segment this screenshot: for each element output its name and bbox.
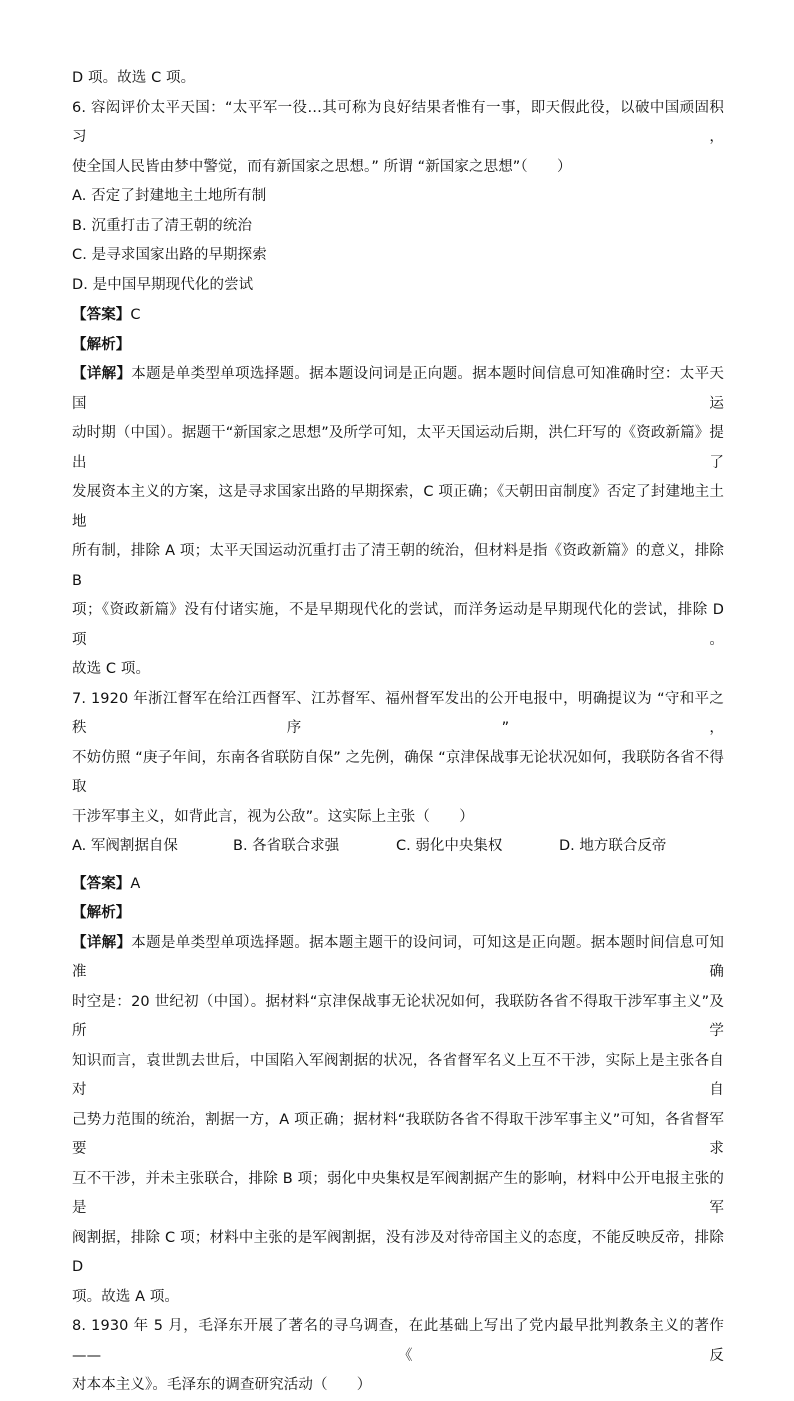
question-6-stem-line1: 6. 容闳评价太平天国：“太平军一役…其可称为良好结果者惟有一事，即天假此役，以破中国顽固积习， — [72, 99, 724, 145]
answer-value: C — [130, 307, 141, 323]
question-8-stem-line2: 对本本主义》。毛泽东的调查研究活动（ ） — [72, 1377, 372, 1393]
question-7-detail-line6: 阀割据，排除 C 项；材料中主张的是军阀割据，没有涉及对待帝国主义的态度，不能反映反帝，排除 D — [72, 1229, 724, 1275]
question-7-option-c: C. 弱化中央集权 — [396, 838, 503, 854]
question-6-stem-line2: 使全国人民皆由梦中警觉，而有新国家之思想。” 所谓 “新国家之思想”（ ） — [72, 158, 572, 175]
question-6-detail-line5: 项；《资政新篇》没有付诸实施，不是早期现代化的尝试，而洋务运动是早期现代化的尝试，排除 D 项。 — [72, 602, 724, 648]
question-7-detail-line4: 己势力范围的统治，割据一方，A 项正确；据材料“我联防各省不得取干涉军事主义”可知，各省督军要求 — [72, 1111, 724, 1157]
question-7-stem-line3: 干涉军事主义，如背此言，视为公敌”。这实际上主张（ ） — [72, 808, 474, 825]
question-7-option-b: B. 各省联合求强 — [233, 838, 340, 854]
question-7-analysis-heading: 【解析】 — [72, 905, 131, 921]
question-6-analysis-heading: 【解析】 — [72, 336, 131, 353]
question-6-detail-line2: 动时期（中国）。据题干“新国家之思想”及所学可知，太平天国运动后期，洪仁玕写的《资政新篇》提出了 — [72, 425, 724, 471]
question-6-option-c: C. 是寻求国家出路的早期探索 — [72, 247, 267, 263]
question-7-detail-line5: 互不干涉，并未主张联合，排除 B 项；弱化中央集权是军阀割据产生的影响，材料中公开电报主张的是军 — [72, 1170, 724, 1216]
detail-tag: 【详解】 — [72, 934, 132, 951]
question-6-answer — [72, 301, 724, 331]
question-6-detail-line3: 发展资本主义的方案，这是寻求国家出路的早期探索，C 项正确；《天朝田亩制度》否定了封建地主土地 — [72, 484, 724, 530]
question-7-detail-line1 — [72, 929, 724, 988]
question-7-detail-line7: 项。故选 A 项。 — [72, 1288, 180, 1305]
question-7-stem-line1: 7. 1920 年浙江督军在给江西督军、江苏督军、福州督军发出的公开电报中，明确提议为 “守和平之秩序”， — [72, 690, 724, 736]
question-7-detail-line3: 知识而言，袁世凯去世后，中国陷入军阀割据的状况，各省督军名义上互不干涉，实际上是主张各自对自 — [72, 1052, 724, 1098]
question-6-detail-line1 — [72, 360, 724, 419]
question-7-detail-line2: 时空是：20 世纪初（中国）。据材料“京津保战事无论状况如何，我联防各省不得取干涉军事主义”及所学 — [72, 993, 724, 1039]
question-6-option-b: B. 沉重打击了清王朝的统治 — [72, 217, 253, 234]
document-page — [72, 64, 724, 1401]
question-8-stem-line1: 8. 1930 年 5 月，毛泽东开展了著名的寻乌调查，在此基础上写出了党内最早批判教条主义的著作——《反 — [72, 1318, 724, 1364]
spacer — [72, 862, 724, 870]
detail-text: 本题是单类型单项选择题。据本题设问词是正向题。据本题时间信息可知准确时空：太平天国运 — [72, 366, 724, 412]
prev-answer-tail: D 项。故选 C 项。 — [72, 70, 196, 86]
detail-text: 本题是单类型单项选择题。据本题主题干的设问词，可知这是正向题。据本题时间信息可知准确 — [72, 934, 724, 980]
answer-tag: 【答案】 — [72, 875, 131, 892]
detail-tag: 【详解】 — [72, 366, 132, 382]
question-7-option-a: A. 军阀割据自保 — [72, 838, 178, 854]
question-6-detail-line6: 故选 C 项。 — [72, 661, 151, 677]
question-6-detail-line4: 所有制，排除 A 项；太平天国运动沉重打击了清王朝的统治，但材料是指《资政新篇》的意义，排除 B — [72, 543, 724, 589]
question-7-option-d: D. 地方联合反帝 — [559, 838, 667, 854]
question-7-options — [72, 832, 724, 862]
answer-value: A — [130, 875, 141, 892]
question-7-answer — [72, 870, 724, 900]
question-7-stem-line2: 不妨仿照 “庚子年间，东南各省联防自保” 之先例，确保 “京津保战事无论状况如何，我联防各省不得取 — [72, 749, 724, 795]
answer-tag: 【答案】 — [72, 307, 131, 323]
question-6-option-a: A. 否定了封建地主土地所有制 — [72, 188, 267, 204]
question-6-option-d: D. 是中国早期现代化的尝试 — [72, 276, 254, 293]
